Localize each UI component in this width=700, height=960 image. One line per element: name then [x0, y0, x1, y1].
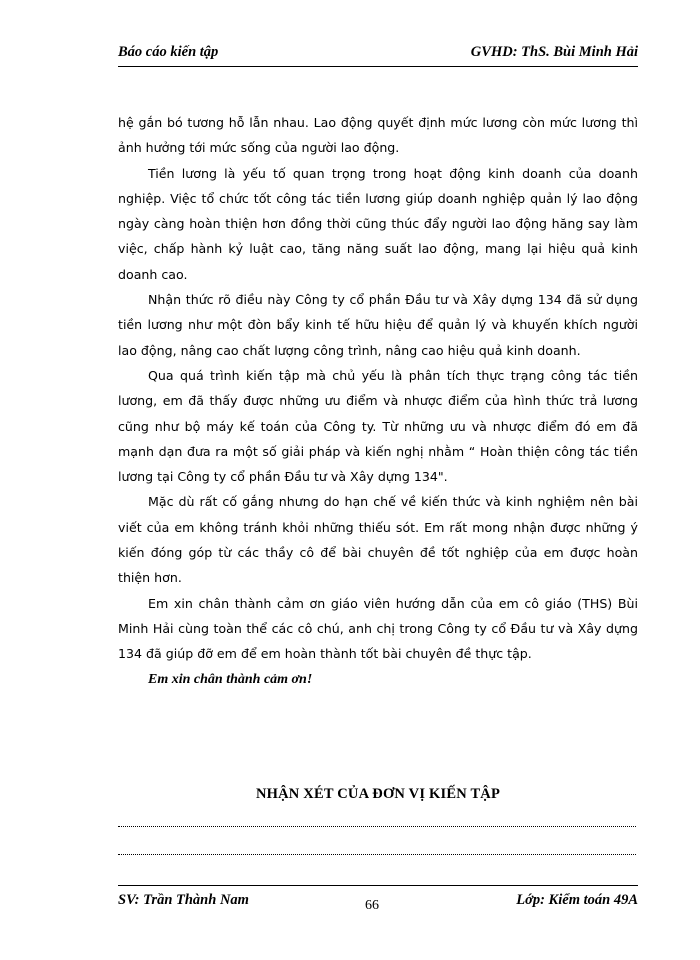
comment-line-1 — [118, 826, 636, 827]
comment-line-2 — [118, 854, 636, 855]
paragraph: Nhận thức rõ điều này Công ty cổ phần Đầu tư và Xây dựng 134 đã sử dụng tiền lương như một đòn bẩy kinh tế hữu hiệu để quản lý và khuyến khích người lao động, nâng cao chất lượng công trình, nâng cao hiệu quả kinh doanh. — [118, 292, 638, 358]
paragraph: Qua quá trình kiến tập mà chủ yếu là phân tích thực trạng công tác tiền lương, em đã thấy được những ưu điểm và nhược điểm của hình thức trả lương cũng như bộ máy kế toán của Công ty. Từ những ưu và nhược điểm đó em đã mạnh dạn đưa ra một số giải pháp và kiến nghị nhằm “ Hoàn thiện công tác tiền lương tại Công ty cổ phần Đầu tư và Xây dựng 134". — [118, 367, 638, 485]
paragraph: Em xin chân thành cảm ơn giáo viên hướng dẫn của em cô giáo (THS) Bùi Minh Hải cùng toàn thể các cô chú, anh chị trong Công ty cổ Đầu tư và Xây dựng 134 đã giúp đỡ em để em hoàn thành tốt bài chuyên đề thực tập. — [118, 595, 638, 662]
supervisor-name: GVHD: ThS. Bùi Minh Hải — [470, 44, 638, 60]
student-name: SV: Trần Thành Nam — [118, 892, 249, 908]
page-footer — [118, 892, 638, 914]
paragraph: hệ gắn bó tương hỗ lẫn nhau. Lao động quyết định mức lương còn mức lương thì ảnh hưởng tới mức sống của người lao động. — [118, 115, 638, 156]
page-header — [118, 44, 638, 66]
header-divider — [118, 66, 638, 67]
footer-divider — [118, 885, 638, 886]
section-title: NHẬN XÉT CỦA ĐƠN VỊ KIẾN TẬP — [255, 786, 501, 802]
class-name: Lớp: Kiểm toán 49A — [516, 892, 638, 908]
report-title: Báo cáo kiến tập — [118, 44, 219, 60]
paragraph: Tiền lương là yếu tố quan trọng trong hoạt động kinh doanh của doanh nghiệp. Việc tổ chức tốt công tác tiền lương giúp doanh nghiệp quản lý lao động ngày càng hoàn thiện hơn đồng thời cũng thúc đẩy người lao động hăng say làm việc, chấp hành kỷ luật cao, tăng năng suất lao động, mang lại hiệu quả kinh doanh cao. — [118, 165, 638, 282]
paragraph: Mặc dù rất cố gắng nhưng do hạn chế về kiến thức và kinh nghiệm nên bài viết của em không tránh khỏi những thiếu sót. Em rất mong nhận được những ý kiến đóng góp từ các thầy cô để bài chuyên đề tốt nghiệp của em được hoàn thiện hơn. — [118, 494, 638, 586]
page-number: 66 — [365, 898, 379, 913]
thanks-line: Em xin chân thành cảm ơn! — [148, 671, 313, 687]
body-text — [118, 110, 638, 692]
